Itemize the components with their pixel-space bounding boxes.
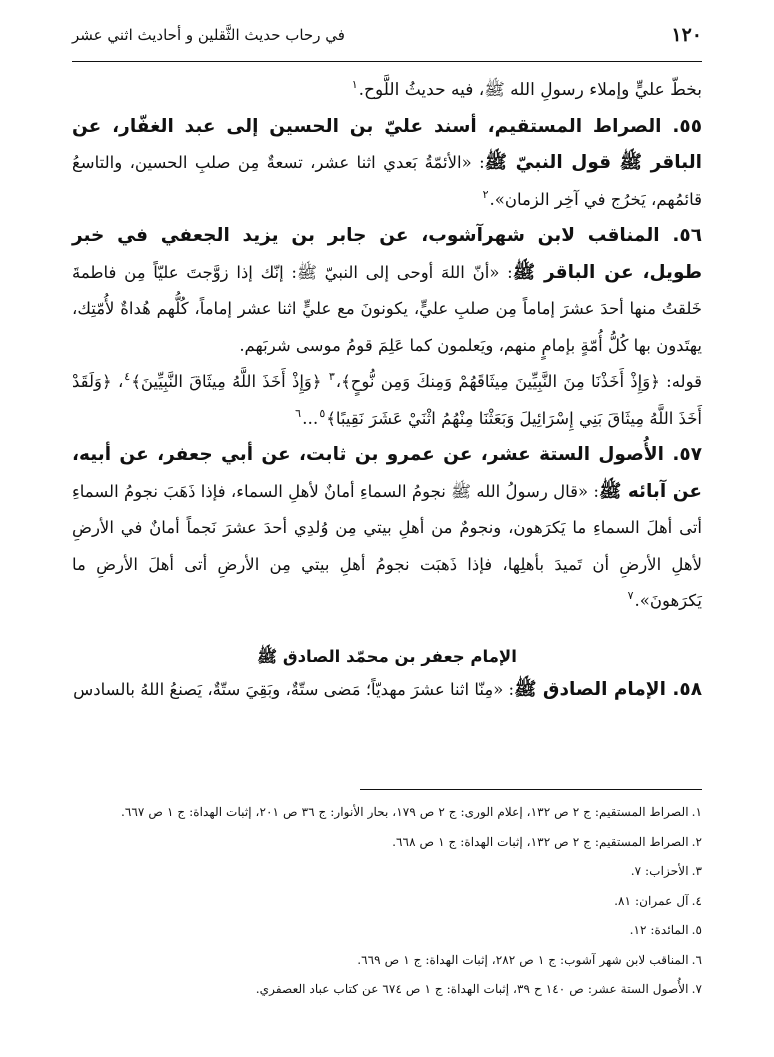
footnote-item [72, 946, 702, 976]
verse-text: ، ﴿وَلَقَدْ أَخَذَ اللَّهُ مِيثَاقَ بَنِي إِسْرَائِيلَ وَبَعَثْنَا مِنْهُمُ اثْنَيْ عَشَرَ نَقِيبًا﴾ [72, 372, 702, 428]
page-number: ١٢٠ [671, 24, 702, 46]
ellipsis: ... [302, 408, 319, 429]
footnote-number: ٤. [691, 893, 702, 908]
entry-heading: ٥٥. الصراط المستقيم، أسند عليّ بن الحسين إلى عبد الغفّار، عن الباقر ﷺ قول النبيّ ﷺ [72, 115, 702, 173]
entry-text: : «الأئمّةُ بَعدي اثنا عشر، تسعةٌ مِن صلبِ الحسين، والتاسعُ قائمُهم، يَخرُج في آخِر الزمان». [72, 153, 702, 209]
footnote-item [72, 916, 702, 946]
footnote-text: المائدة: ١٢. [629, 923, 689, 937]
hadith-entry-56 [72, 218, 702, 364]
footnote-text: الأحزاب: ٧. [630, 864, 689, 878]
page-header [72, 20, 702, 56]
footnote-item [72, 887, 702, 917]
footnote-text: المناقب لابن شهر آشوب: ج ١ ص ٢٨٢، إثبات الهداة: ج ١ ص ٦٦٩. [357, 952, 689, 967]
footnote-ref[interactable]: ٦ [295, 406, 302, 420]
footnote-number: ٢. [691, 834, 702, 849]
entry-text: : «أنّ اللهَ أوحى إلى النبيّ ﷺ: إنّك إذا زوَّجتَ عليّاً مِن فاطمةَ خَلقتُ منها أحدَ عشرَ إماماً مِن صلبِ عليٍّ، يكونونَ مع عليٍّ اثنا عشر إماماً، كُلُّهم هُداةٌ لأُمّتِك، يهتَدون بها كُلُّ أُمّةٍ بإمامٍ منهم، ويَعلمون كما عَلِمَ قومُ موسى شربَهم. [72, 262, 702, 355]
hadith-entry-55 [72, 109, 702, 219]
text-run: بخطّ عليٍّ وإملاء رسولِ الله ﷺ، فيه حديثُ اللَّوح. [358, 80, 702, 100]
section-title: الإمام جعفر بن محمّد الصادق ﷺ [257, 646, 517, 666]
footnote-text: الأُصول الستة عشر: ص ١٤٠ ح ٣٩، إثبات الهداة: ج ١ ص ٦٧٤ عن كتاب عباد العصفري. [255, 982, 689, 996]
footnote-item [72, 828, 702, 858]
hadith-entry-57 [72, 437, 702, 620]
footnote-text: الصراط المستقيم: ج ٢ ص ١٣٢، إعلام الورى: ج ٢ ص ١٧٩، بحار الأنوار: ج ٣٦ ص ٢٠١، إثبات الهداة: ج ١ ص ٦٦٧. [120, 805, 689, 819]
entry-text: : «مِنّا اثنا عشرَ مهديّاً؛ مَضى ستّةٌ، وبَقِيَ ستّةٌ، يَصنعُ اللهُ بالسادس [73, 679, 515, 699]
running-title: في رحاب حديث الثَّقلين و أحاديث اثني عشر [72, 26, 345, 44]
footnote-number: ٣. [691, 864, 702, 878]
footnote-ref[interactable]: ١ [351, 78, 358, 92]
footnote-number: ١. [691, 805, 702, 819]
footnote-text: الصراط المستقيم: ج ٢ ص ١٣٢، إثبات الهداة: ج ١ ص ٦٦٨. [392, 834, 689, 849]
entry-text: : «قال رسولُ الله ﷺ نجومُ السماءِ أمانٌ لأهلِ السماء، فإذا ذَهَبَ نجومُ السماءِ أتى أهلَ السماءِ ما يَكرَهون، ونجومٌ من أهلِ بيتي مِن وُلدِي أحدَ عشرَ نَجماً أمانٌ في الأرضِ لأهلِ الأرضِ أن تَميدَ بأهلِها، فإذا ذَهبَت نجومُ أهلِ بيتي مِن الأرضِ أتى أهلَ الأرضِ ما يَكرَهونَ». [72, 481, 702, 610]
footnote-ref[interactable]: ٢ [482, 187, 489, 201]
entry-heading: ٥٧. الأُصول الستة عشر، عن عمرو بن ثابت، عن أبي جعفر، عن أبيه، عن آبائه ﷺ [72, 444, 702, 502]
footnote-ref[interactable]: ٥ [319, 406, 326, 420]
footnote-number: ٥. [691, 923, 702, 937]
footnotes [72, 798, 702, 1005]
entry-heading: ٥٦. المناقب لابن شهرآشوب، عن جابر بن يزيد الجعفي في خبر طويل، عن الباقر ﷺ [72, 225, 703, 283]
verse-text: قوله: ﴿وَإِذْ أَخَذْنَا مِنَ النَّبِيِّينَ مِيثَاقَهُمْ وَمِنكَ وَمِن نُّوحٍ﴾، [335, 372, 702, 391]
entry-heading: ٥٨. الإمام الصادق ﷺ [514, 678, 702, 700]
footnote-rule [360, 789, 702, 790]
paragraph-continuation [72, 72, 702, 109]
verse-text: ﴿وَإِذْ أَخَذَ اللَّهُ مِيثَاقَ النَّبِيِّينَ﴾ [131, 372, 328, 391]
header-rule [72, 61, 702, 62]
footnote-number: ٧. [691, 982, 702, 996]
footnote-item [72, 975, 702, 1005]
footnote-item [72, 857, 702, 887]
footnote-text: آل عمران: ٨١. [614, 893, 689, 908]
footnote-item [72, 798, 702, 828]
footnote-ref[interactable]: ٧ [627, 589, 634, 603]
main-text [72, 72, 702, 708]
quran-citations [72, 364, 702, 437]
footnote-ref[interactable]: ٤ [124, 370, 131, 384]
footnote-ref[interactable]: ٣ [328, 370, 335, 384]
footnote-number: ٦. [691, 952, 702, 967]
hadith-entry-58 [72, 672, 702, 709]
